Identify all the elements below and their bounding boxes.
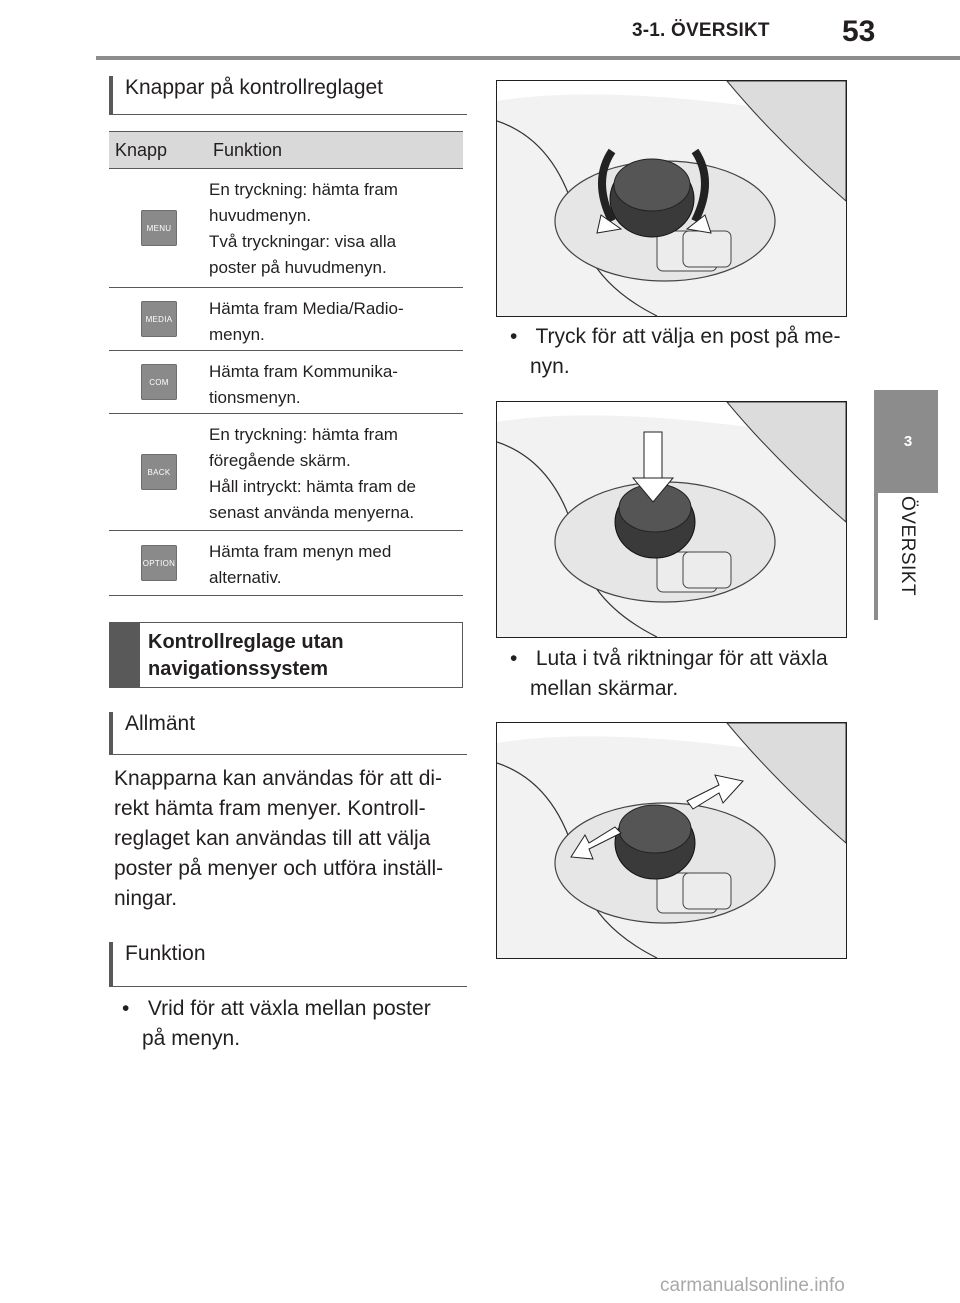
media-button-icon: MEDIA	[141, 301, 177, 337]
bullet-line: Tryck för att välja en post på me-	[535, 325, 841, 348]
page-number: 53	[842, 15, 876, 48]
row-text: Två tryckningar: visa alla	[209, 232, 397, 251]
heading-bar	[110, 623, 140, 687]
row-text: föregående skärm.	[209, 451, 351, 470]
figure-press-controller	[496, 401, 847, 638]
tilt-controller-illustration	[497, 723, 846, 958]
row-text: menyn.	[209, 325, 265, 344]
bullet-line: Luta i två riktningar för att växla	[535, 647, 828, 670]
buttons-table	[109, 131, 463, 596]
table-row	[109, 169, 463, 288]
back-button-icon: BACK	[141, 454, 177, 490]
bullet-line: mellan skärmar.	[530, 677, 679, 700]
function-title: Funktion	[125, 942, 206, 965]
chapter-tab[interactable]: 3	[878, 390, 938, 493]
figure-tilt-controller	[496, 722, 847, 959]
chapter-label: ÖVERSIKT	[897, 496, 918, 597]
navigation-heading-line: navigationssystem	[148, 658, 329, 680]
row-text: Hämta fram Media/Radio-	[209, 299, 404, 318]
buttons-section-title: Knappar på kontrollreglaget	[125, 76, 384, 99]
bullet-line: Vrid för att växla mellan poster	[147, 997, 431, 1020]
header-funktion: Funktion	[213, 139, 283, 160]
row-text: alternativ.	[209, 568, 282, 587]
header-rule	[96, 56, 960, 60]
table-header	[109, 131, 463, 169]
bullet-tilt	[500, 644, 882, 704]
table-row	[109, 288, 463, 351]
press-controller-illustration	[497, 402, 846, 637]
row-text: Hämta fram menyn med	[209, 542, 392, 561]
bullet-line: nyn.	[530, 355, 570, 378]
general-title: Allmänt	[125, 712, 196, 735]
bullet-press	[500, 322, 882, 382]
table-row	[109, 351, 463, 414]
bullet-rotate	[112, 994, 492, 1054]
row-text: huvudmenyn.	[209, 206, 312, 225]
paragraph-line: rekt hämta fram menyer. Kontroll-	[114, 797, 426, 820]
bullet-line: på menyn.	[142, 1027, 241, 1050]
general-paragraph	[114, 764, 474, 914]
paragraph-line: poster på menyer och utföra inställ-	[114, 857, 444, 880]
general-heading	[109, 712, 467, 755]
row-text: Hämta fram Kommunika-	[209, 362, 398, 381]
navigation-heading-box	[109, 622, 463, 688]
paragraph-line: ningar.	[114, 887, 178, 910]
section-header: 3-1. ÖVERSIKT	[632, 20, 770, 41]
buttons-section-heading	[109, 76, 467, 115]
watermark: carmanualsonline.info	[660, 1275, 845, 1296]
row-text: tionsmenyn.	[209, 388, 301, 407]
table-row	[109, 531, 463, 596]
paragraph-line: reglaget kan användas till att välja	[114, 827, 431, 850]
com-button-icon: COM	[141, 364, 177, 400]
header-knapp: Knapp	[115, 139, 168, 160]
function-heading	[109, 942, 467, 987]
row-text: poster på huvudmenyn.	[209, 258, 387, 277]
menu-button-icon: MENU	[141, 210, 177, 246]
table-row	[109, 414, 463, 531]
option-button-icon: OPTION	[141, 545, 177, 581]
figure-rotate-controller	[496, 80, 847, 317]
paragraph-line: Knapparna kan användas för att di-	[114, 767, 443, 790]
row-text: En tryckning: hämta fram	[209, 425, 398, 444]
navigation-heading-line: Kontrollreglage utan	[148, 631, 344, 653]
row-text: En tryckning: hämta fram	[209, 180, 398, 199]
row-text: senast använda menyerna.	[209, 503, 415, 522]
rotate-controller-illustration	[497, 81, 846, 316]
row-text: Håll intryckt: hämta fram de	[209, 477, 416, 496]
